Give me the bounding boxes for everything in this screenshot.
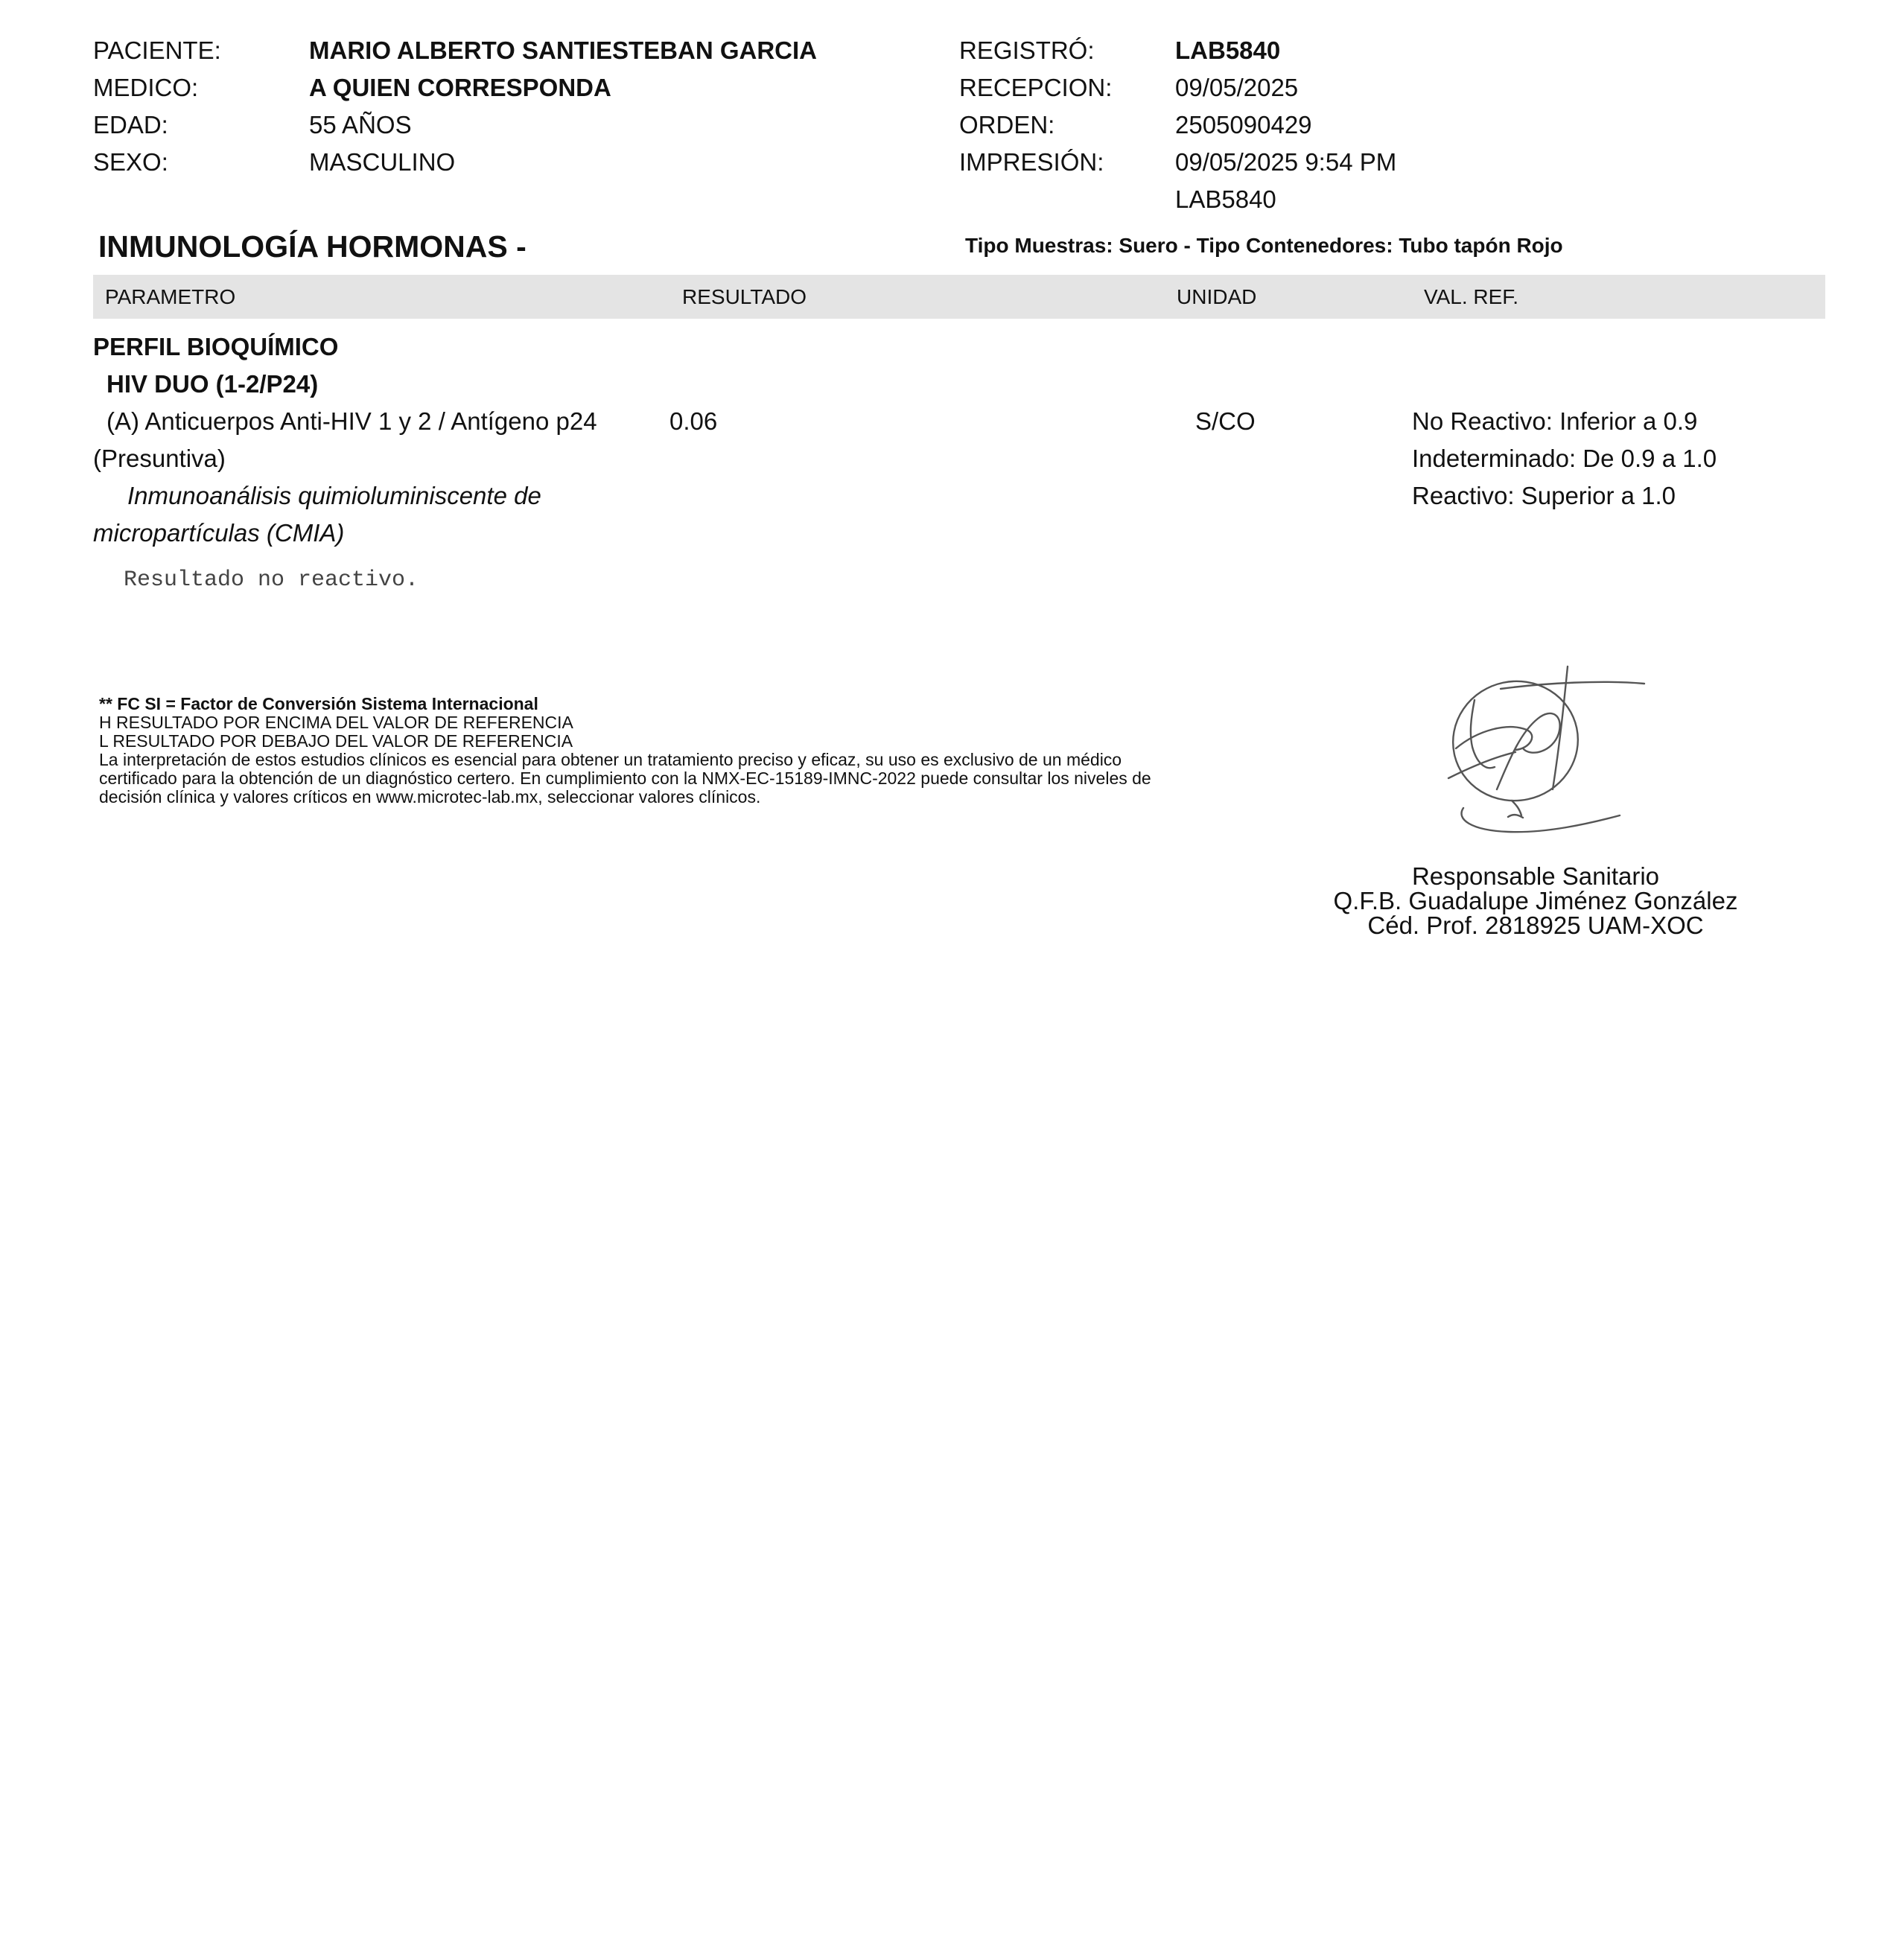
label-impresion: IMPRESIÓN: (959, 148, 1104, 176)
method-name: Inmunoanálisis quimioluminiscente de (127, 482, 541, 509)
notes-title: ** FC SI = Factor de Conversión Sistema Internacional (99, 694, 538, 713)
signer-name: Q.F.B. Guadalupe Jiménez González (1333, 887, 1738, 914)
sample-type: Tipo Muestras: Suero - Tipo Contenedores: Tubo tapón Rojo (965, 234, 1563, 257)
label-paciente: PACIENTE: (93, 36, 221, 64)
value-sexo: MASCULINO (309, 148, 456, 176)
col-header-parametro: PARAMETRO (105, 285, 236, 308)
parameter-name: (A) Anticuerpos Anti-HIV 1 y 2 / Antígeno p24 (106, 407, 597, 435)
profile-title: PERFIL BIOQUÍMICO (93, 333, 339, 360)
note-line: La interpretación de estos estudios clínicos es esencial para obtener un tratamiento preciso y eficaz, su uso es exclusivo de un médico (99, 750, 1122, 769)
col-header-resultado: RESULTADO (682, 285, 807, 308)
value-recepcion: 09/05/2025 (1175, 74, 1299, 101)
handwritten-signature (1426, 659, 1664, 841)
signer-role: Responsable Sanitario (1411, 862, 1660, 890)
value-extra-registro: LAB5840 (1175, 185, 1276, 213)
value-edad: 55 AÑOS (309, 111, 412, 139)
col-header-val-ref: VAL. REF. (1424, 285, 1519, 308)
col-header-unidad: UNIDAD (1177, 285, 1257, 308)
label-edad: EDAD: (93, 111, 168, 139)
method-name-cont: micropartículas (CMIA) (93, 519, 345, 547)
value-orden: 2505090429 (1175, 111, 1312, 139)
ref-range-indeterminado: Indeterminado: De 0.9 a 1.0 (1412, 445, 1717, 472)
value-registro: LAB5840 (1175, 36, 1281, 64)
label-recepcion: RECEPCION: (959, 74, 1113, 101)
label-sexo: SEXO: (93, 148, 168, 176)
parameter-name-cont: (Presuntiva) (93, 445, 226, 472)
section-title: INMUNOLOGÍA HORMONAS - (98, 229, 527, 264)
value-medico: A QUIEN CORRESPONDA (309, 74, 611, 101)
test-name: HIV DUO (1-2/P24) (106, 370, 319, 398)
result-value: 0.06 (669, 407, 718, 435)
table-header-bar (93, 275, 1825, 319)
label-orden: ORDEN: (959, 111, 1055, 139)
note-line: L RESULTADO POR DEBAJO DEL VALOR DE REFERENCIA (99, 731, 573, 751)
label-medico: MEDICO: (93, 74, 199, 101)
ref-range-reactivo: Reactivo: Superior a 1.0 (1412, 482, 1676, 509)
result-unit: S/CO (1195, 407, 1256, 435)
ref-range-no-reactivo: No Reactivo: Inferior a 0.9 (1412, 407, 1698, 435)
label-registro: REGISTRÓ: (959, 36, 1095, 64)
note-line: H RESULTADO POR ENCIMA DEL VALOR DE REFERENCIA (99, 713, 573, 732)
note-line: certificado para la obtención de un diagnóstico certero. En cumplimiento con la NMX-EC-15189-IMNC-2022 puede consultar los niveles de (99, 769, 1151, 788)
note-line: decisión clínica y valores críticos en www.microtec-lab.mx, seleccionar valores clínicos. (99, 787, 761, 806)
result-comment: Resultado no reactivo. (124, 567, 419, 593)
value-impresion: 09/05/2025 9:54 PM (1175, 148, 1397, 176)
signer-license: Céd. Prof. 2818925 UAM-XOC (1367, 911, 1704, 939)
value-paciente: MARIO ALBERTO SANTIESTEBAN GARCIA (309, 36, 818, 64)
